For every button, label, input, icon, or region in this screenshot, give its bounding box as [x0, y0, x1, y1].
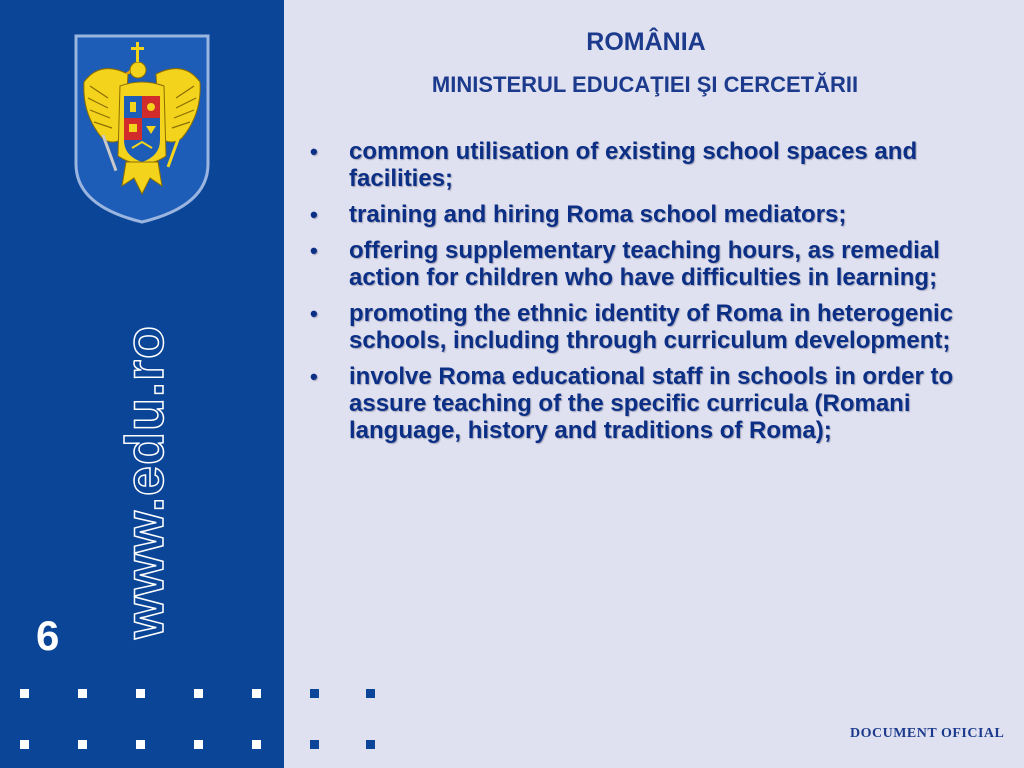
bullet-marker: • [310, 238, 318, 263]
dot [310, 689, 319, 698]
bullet-item [308, 237, 984, 291]
bullet-text: offering supplementary teaching hours, as remedial action for children who have difficulties in learning; [349, 237, 940, 291]
dot [20, 740, 29, 749]
dot [78, 689, 87, 698]
slide-number: 6 [36, 612, 60, 659]
dot [194, 689, 203, 698]
bullet-list [308, 138, 984, 453]
dot [252, 740, 261, 749]
bullet-text: promoting the ethnic identity of Roma in heterogenic schools, including through curriculum development; [349, 300, 954, 354]
romania-coat-of-arms-icon [72, 34, 212, 224]
bullet-item [308, 201, 984, 228]
bullet-item [308, 363, 984, 444]
document-oficial-label: DOCUMENT OFICIAL [850, 726, 1005, 741]
dot [136, 689, 145, 698]
dot [78, 740, 87, 749]
dot [252, 689, 261, 698]
sidebar-panel [0, 0, 284, 768]
bullet-text: involve Roma educational staff in schools in order to assure teaching of the specific curricula (Romani language, history and traditions of Roma); [349, 363, 954, 444]
dot [366, 740, 375, 749]
bullet-text: training and hiring Roma school mediators; [349, 201, 847, 228]
dot [366, 689, 375, 698]
ministry-title: MINISTERUL EDUCAŢIEI ŞI CERCETĂRII [431, 72, 859, 97]
dot [20, 689, 29, 698]
dot [136, 740, 145, 749]
bullet-item [308, 300, 984, 354]
bullet-text: common utilisation of existing school spaces and facilities; [349, 138, 918, 192]
bullet-marker: • [310, 202, 318, 227]
bullet-item [308, 138, 984, 192]
dot [310, 740, 319, 749]
bullet-marker: • [310, 364, 318, 389]
website-url: www.edu.ro [115, 324, 175, 640]
country-title: ROMÂNIA [586, 28, 706, 56]
dot [194, 740, 203, 749]
bullet-marker: • [310, 301, 318, 326]
bullet-marker: • [310, 139, 318, 164]
